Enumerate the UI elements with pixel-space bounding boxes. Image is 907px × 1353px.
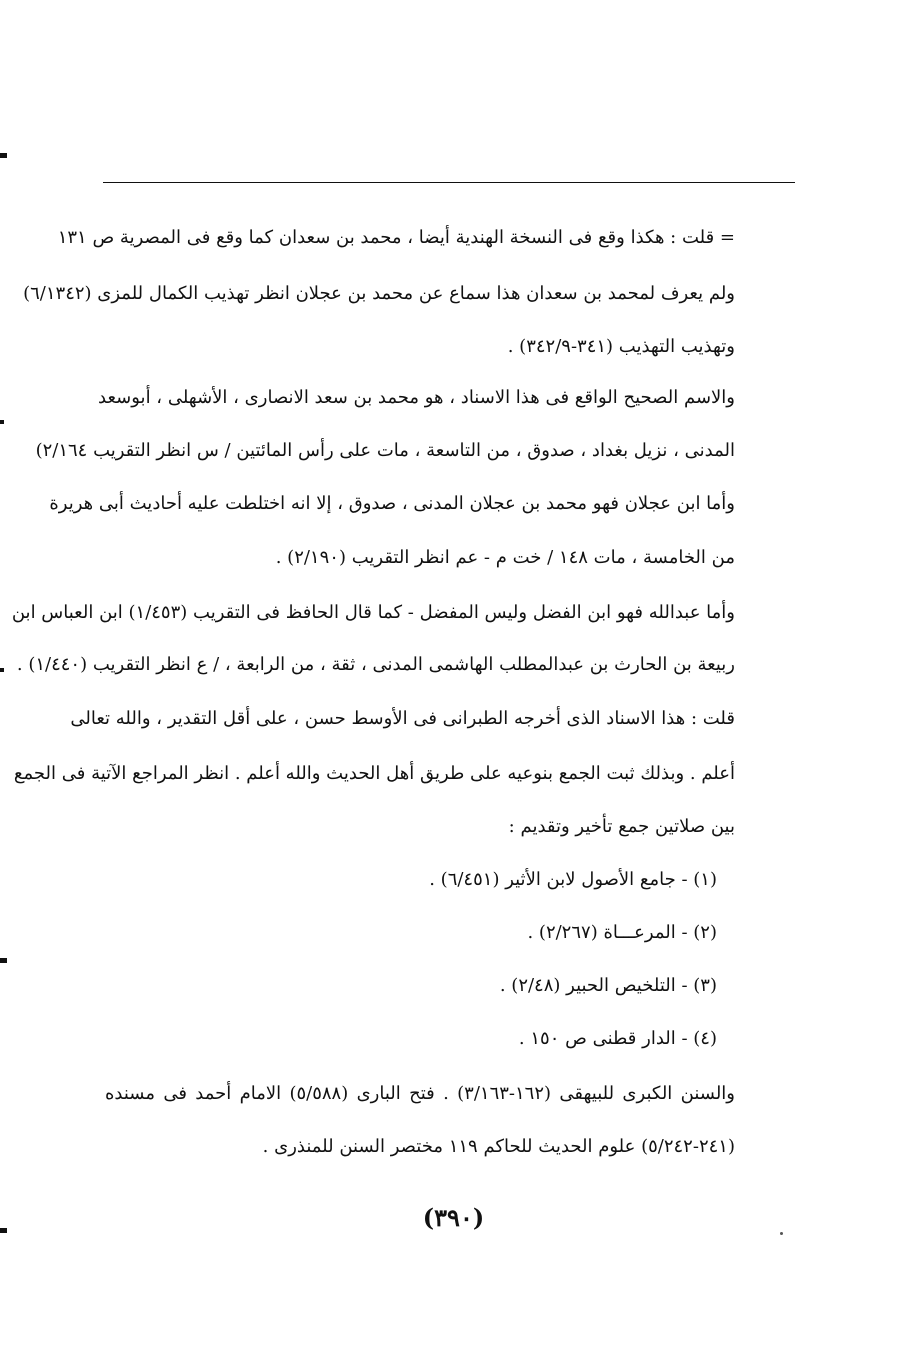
edge-mark-4 [0, 958, 7, 963]
text-line: وتهذيب التهذيب (٣٤١-٣٤٢/٩) . [507, 336, 735, 357]
text-line: وأما ابن عجلان فهو محمد بن عجلان المدنى ، صدوق ، إلا انه اختلطت عليه أحاديث أبى هريرة [49, 493, 735, 514]
text-line: والاسم الصحيح الواقع فى هذا الاسناد ، هو محمد بن سعد الانصارى ، الأشهلى ، أبوسعد [98, 387, 735, 408]
text-line: بين صلاتين جمع تأخير وتقديم : [508, 816, 735, 837]
speck [780, 1232, 783, 1235]
text-line: والسنن الكبرى للبيهقى (١٦٢-٣/١٦٣) . فتح البارى (٥/٥٨٨) الامام أحمد فى مسنده [105, 1083, 736, 1104]
list-item: (١) - جامع الأصول لابن الأثير (٦/٤٥١) . [429, 869, 717, 890]
edge-mark-3 [0, 668, 4, 672]
text-line: (٢٤١-٥/٢٤٢) علوم الحديث للحاكم ١١٩ مختصر السنن للمنذرى . [262, 1136, 735, 1157]
text-line: أعلم . وبذلك ثبت الجمع بنوعيه على طريق أهل الحديث والله أعلم . انظر المراجع الآتية فى الجمع [13, 763, 735, 784]
text-line: ولم يعرف لمحمد بن سعدان هذا سماع عن محمد بن عجلان انظر تهذيب الكمال للمزى (٦/١٣٤٢) [23, 283, 735, 304]
page-number: (٣٩٠) [422, 1203, 485, 1232]
edge-mark-1 [0, 153, 7, 158]
text-line: قلت : هذا الاسناد الذى أخرجه الطبرانى فى الأوسط حسن ، على أقل التقدير ، والله تعالى [70, 708, 735, 729]
list-item: (٤) - الدار قطنى ص ١٥٠ . [518, 1028, 717, 1049]
text-line: وأما عبدالله فهو ابن الفضل وليس المفضل - كما قال الحافظ فى التقريب (١/٤٥٣) ابن العباس ابن [11, 602, 735, 623]
text-line: من الخامسة ، مات ١٤٨ / خت م - عم انظر التقريب (٢/١٩٠) . [275, 547, 735, 568]
text-line: المدنى ، نزيل بغداد ، صدوق ، من التاسعة ، مات على رأس المائتين / س انظر التقريب ٢/١٦٤) [35, 440, 735, 461]
list-item: (٢) - المرعـــاة (٢/٢٦٧) . [527, 922, 717, 943]
footnote-separator-rule [103, 182, 795, 183]
list-item: (٣) - التلخيص الحبير (٢/٤٨) . [499, 975, 717, 996]
text-line: = قلت : هكذا وقع فى النسخة الهندية أيضا ، محمد بن سعدان كما وقع فى المصرية ص ١٣١ [57, 227, 735, 248]
text-line: ربيعة بن الحارث بن عبدالمطلب الهاشمى المدنى ، ثقة ، من الرابعة ، / ع انظر التقريب (١/٤٤٠) . [16, 654, 735, 675]
edge-mark-2 [0, 420, 4, 424]
